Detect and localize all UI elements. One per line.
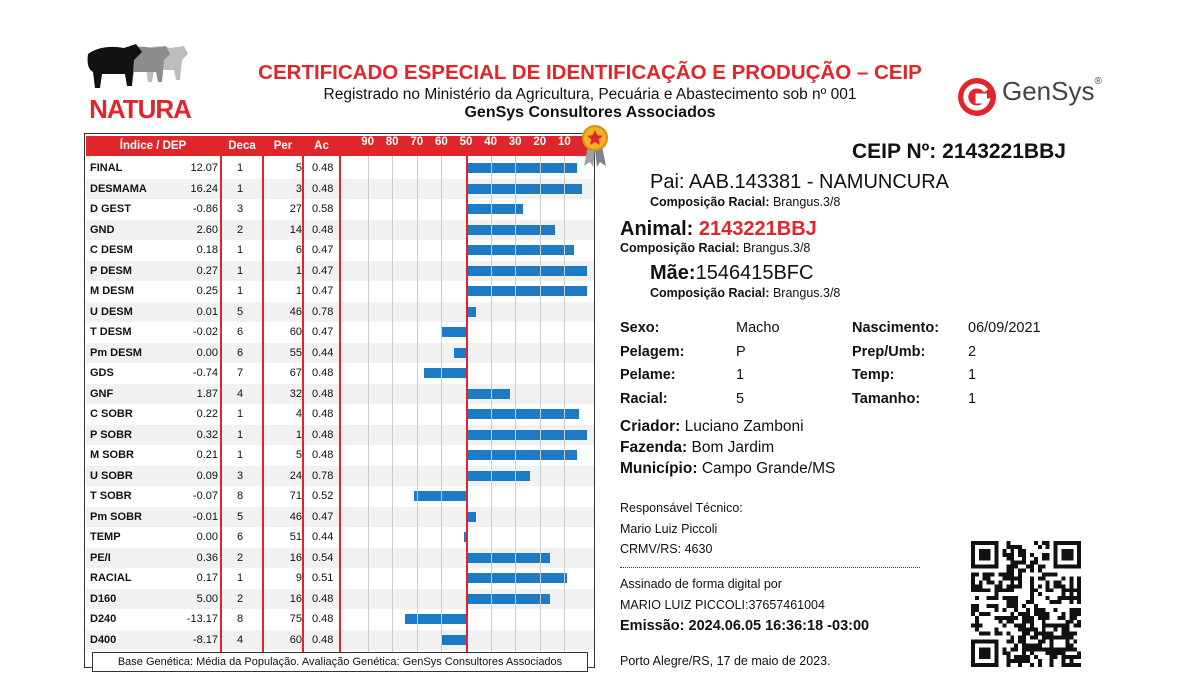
dep-value: 0.22 <box>196 408 218 420</box>
dep-value: -0.74 <box>192 367 218 379</box>
responsavel-name: Mario Luiz Piccoli <box>620 522 718 536</box>
scale-tick: 10 <box>557 136 571 148</box>
dep-value: -8.17 <box>192 633 218 646</box>
dep-name: M SOBR <box>90 449 134 461</box>
dep-name: PE/I <box>90 551 111 564</box>
dep-per: 14 <box>289 223 302 236</box>
scale-gridline <box>466 156 468 656</box>
dep-bar <box>466 471 530 481</box>
dep-value: 2.60 <box>196 223 218 236</box>
attr-value: 06/09/2021 <box>968 320 1041 336</box>
dep-value: 0.17 <box>196 572 218 584</box>
certificate-subtitle: Registrado no Ministério da Agricultura, Pecuária e Abastecimento sob nº 001 <box>323 86 857 103</box>
dep-per: 60 <box>289 326 302 338</box>
dep-name: P DESM <box>90 264 132 277</box>
scale-tick: 20 <box>533 136 547 148</box>
dep-name: U SOBR <box>90 469 133 482</box>
header-per: Per <box>264 136 302 156</box>
dep-deca: 5 <box>236 510 244 523</box>
attr-value: 1 <box>736 367 745 383</box>
attr-value: 1 <box>968 390 977 407</box>
dep-deca: 8 <box>236 613 244 625</box>
dep-ac: 0.48 <box>312 613 334 625</box>
scale-tick: 40 <box>484 136 497 148</box>
attr-label: Nascimento: <box>852 320 940 336</box>
dep-name: D160 <box>90 592 117 605</box>
dep-deca: 2 <box>236 223 244 236</box>
assinatura-line1: Assinado de forma digital por <box>620 577 782 591</box>
attr-label: Sexo: <box>620 320 660 336</box>
animal-composicao: Composição Racial: Brangus.3/8 <box>620 241 811 255</box>
dep-per: 6 <box>295 244 302 256</box>
column-divider <box>302 136 304 656</box>
attr-label: Pelagem: <box>620 343 685 360</box>
dep-bar <box>441 327 466 337</box>
certificate-title: CERTIFICADO ESPECIAL DE IDENTIFICAÇÃO E PRODUÇÃO – CEIP <box>258 61 922 84</box>
scale-gridline <box>491 156 492 656</box>
dep-deca: 7 <box>236 367 244 379</box>
dep-deca: 5 <box>236 305 244 318</box>
criador-line: Criador: Luciano Zamboni <box>620 418 804 435</box>
dep-per: 3 <box>295 182 302 195</box>
dep-deca: 3 <box>236 469 244 482</box>
scale-tick: 70 <box>410 136 424 148</box>
local-date: Porto Alegre/RS, 17 de maio de 2023. <box>620 654 831 668</box>
dep-bar <box>414 491 466 501</box>
dep-value: 0.09 <box>196 469 218 482</box>
dep-value: -0.07 <box>192 490 218 502</box>
dep-name: T DESM <box>90 326 132 338</box>
certificate-company: GenSys Consultores Associados <box>464 104 716 121</box>
dep-per: 67 <box>289 367 302 379</box>
ceip-number: CEIP Nº: 2143221BBJ <box>852 140 1066 163</box>
gensys-brand-text: GenSys® <box>1002 76 1102 106</box>
scale-tick: 90 <box>361 136 374 148</box>
dep-bar <box>466 389 510 399</box>
dep-value: 0.18 <box>196 244 218 256</box>
attr-label: Pelame: <box>620 367 676 383</box>
dep-deca: 1 <box>236 162 244 174</box>
dep-ac: 0.48 <box>312 223 334 236</box>
dep-name: RACIAL <box>90 572 132 584</box>
responsavel-title: Responsável Técnico: <box>620 501 743 515</box>
dep-deca: 1 <box>236 428 244 441</box>
dep-name: GDS <box>90 367 114 379</box>
scale-gridline <box>515 156 516 656</box>
header-scale <box>341 136 594 156</box>
scale-gridline <box>417 156 418 656</box>
dep-per: 60 <box>289 633 302 646</box>
pai-composicao: Composição Racial: Brangus.3/8 <box>650 195 841 209</box>
attr-value: 5 <box>736 390 745 407</box>
dep-per: 27 <box>289 203 302 215</box>
scale-tick: 50 <box>459 136 473 148</box>
fazenda-line: Fazenda: Bom Jardim <box>620 439 775 456</box>
dep-deca: 6 <box>236 346 244 359</box>
dep-deca: 3 <box>236 203 244 215</box>
animal-line: Animal: 2143221BBJ <box>620 218 817 240</box>
dep-per: 46 <box>289 305 302 318</box>
dep-deca: 1 <box>236 244 244 256</box>
dep-per: 32 <box>289 387 302 400</box>
dep-bar <box>466 245 574 255</box>
dep-deca: 6 <box>236 326 244 338</box>
scale-gridline <box>392 156 393 656</box>
dep-value: -0.02 <box>192 326 218 338</box>
dep-value: 12.07 <box>190 162 218 174</box>
dep-bar <box>466 573 567 583</box>
dep-deca: 1 <box>236 408 244 420</box>
dep-bar <box>466 225 555 235</box>
attr-value: 2 <box>968 343 977 360</box>
scale-gridline <box>368 156 369 656</box>
dep-ac: 0.58 <box>312 203 334 215</box>
dep-bar <box>466 450 577 460</box>
dep-ac: 0.48 <box>312 449 334 461</box>
dep-per: 5 <box>295 449 302 461</box>
dep-per: 16 <box>289 592 302 605</box>
dep-name: D GEST <box>90 203 131 215</box>
dep-value: 0.25 <box>196 285 218 297</box>
dep-ac: 0.48 <box>312 182 334 195</box>
dep-name: TEMP <box>90 531 121 543</box>
attr-label: Temp: <box>852 367 895 383</box>
dep-bar <box>466 553 550 563</box>
dep-ac: 0.52 <box>312 490 334 502</box>
dep-per: 55 <box>289 346 302 359</box>
scale-gridline <box>564 156 565 656</box>
header-indice: Índice / DEP <box>86 136 220 156</box>
dep-name: M DESM <box>90 285 134 297</box>
header-deca: Deca <box>222 136 262 156</box>
dep-name: D240 <box>90 613 117 625</box>
dep-deca: 1 <box>236 285 244 297</box>
medal-icon <box>580 124 610 168</box>
dep-per: 9 <box>295 572 302 584</box>
dep-ac: 0.47 <box>312 244 334 256</box>
dep-value: 0.27 <box>196 264 218 277</box>
dep-value: 0.21 <box>196 449 218 461</box>
dep-deca: 2 <box>236 592 244 605</box>
dep-name: GNF <box>90 387 114 400</box>
attr-value: 1 <box>968 367 977 383</box>
dep-name: P SOBR <box>90 428 132 441</box>
dep-value: 0.36 <box>196 551 218 564</box>
dep-ac: 0.47 <box>312 285 334 297</box>
dep-bar <box>454 348 466 358</box>
dep-bar <box>466 430 587 440</box>
dep-value: 0.01 <box>196 305 218 318</box>
dep-deca: 1 <box>236 264 244 277</box>
dep-value: -0.86 <box>192 203 218 215</box>
dep-per: 1 <box>295 428 302 441</box>
attr-label: Tamanho: <box>852 390 921 407</box>
dep-ac: 0.54 <box>312 551 334 564</box>
dep-ac: 0.48 <box>312 408 334 420</box>
qr-code-icon <box>970 541 1082 667</box>
dep-deca: 1 <box>236 449 244 461</box>
municipio-line: Município: Campo Grande/MS <box>620 460 836 477</box>
attr-value: P <box>736 343 746 360</box>
dep-ac: 0.48 <box>312 367 334 379</box>
attr-value: Macho <box>736 320 780 336</box>
dep-bar <box>466 594 550 604</box>
dep-name: C SOBR <box>90 408 133 420</box>
dep-name: Pm DESM <box>90 346 142 359</box>
dep-per: 71 <box>289 490 302 502</box>
dep-ac: 0.48 <box>312 162 334 174</box>
dep-value: -0.01 <box>192 510 218 523</box>
dep-per: 75 <box>289 613 302 625</box>
column-divider <box>220 136 222 656</box>
emissao-line: Emissão: 2024.06.05 16:36:18 -03:00 <box>620 618 870 634</box>
dep-value: -13.17 <box>186 613 218 625</box>
gensys-logo-icon <box>956 76 998 118</box>
pai-line: Pai: AAB.143381 - NAMUNCURA <box>650 171 950 193</box>
dep-deca: 4 <box>236 387 244 400</box>
dep-bar <box>466 409 579 419</box>
scale-tick: 30 <box>508 136 522 148</box>
signature-divider <box>620 567 920 568</box>
attr-label: Racial: <box>620 390 668 407</box>
scale-gridline <box>441 156 442 656</box>
dep-bar <box>466 204 523 214</box>
dep-per: 51 <box>289 531 302 543</box>
base-genetica-note: Base Genética: Média da População. Avaliação Genética: GenSys Consultores Associados <box>92 652 588 672</box>
dep-per: 5 <box>295 162 302 174</box>
dep-value: 16.24 <box>190 182 218 195</box>
scale-tick: 80 <box>385 136 399 148</box>
natura-brand-text: NATURA <box>89 94 191 124</box>
dep-ac: 0.47 <box>312 264 334 277</box>
dep-name: D400 <box>90 633 117 646</box>
dep-ac: 0.44 <box>312 346 334 359</box>
dep-bar <box>405 614 467 624</box>
assinatura-line2: MARIO LUIZ PICCOLI:37657461004 <box>620 598 825 612</box>
dep-per: 16 <box>289 551 302 564</box>
dep-value: 0.32 <box>196 428 218 441</box>
scale-tick: 60 <box>434 136 448 148</box>
dep-per: 1 <box>295 285 302 297</box>
dep-deca: 1 <box>236 572 244 584</box>
dep-name: U DESM <box>90 305 133 318</box>
mae-composicao: Composição Racial: Brangus.3/8 <box>650 286 841 300</box>
dep-name: T SOBR <box>90 490 132 502</box>
dep-ac: 0.47 <box>312 326 334 338</box>
dep-bar <box>466 163 577 173</box>
dep-ac: 0.48 <box>312 633 334 646</box>
dep-ac: 0.48 <box>312 428 334 441</box>
dep-per: 4 <box>295 408 302 420</box>
column-divider <box>262 136 264 656</box>
dep-bar <box>466 266 587 276</box>
dep-value: 1.87 <box>196 387 218 400</box>
dep-ac: 0.78 <box>312 469 334 482</box>
dep-ac: 0.44 <box>312 531 334 543</box>
dep-deca: 8 <box>236 490 244 502</box>
dep-deca: 4 <box>236 633 244 646</box>
dep-per: 1 <box>295 264 302 277</box>
dep-deca: 6 <box>236 531 244 543</box>
scale-gridline <box>540 156 541 656</box>
responsavel-crmv: CRMV/RS: 4630 <box>620 542 713 556</box>
dep-ac: 0.51 <box>312 572 334 584</box>
dep-bar <box>424 368 466 378</box>
dep-bar <box>441 635 466 645</box>
dep-per: 46 <box>289 510 302 523</box>
dep-deca: 1 <box>236 182 244 195</box>
dep-name: FINAL <box>90 162 123 174</box>
dep-name: Pm SOBR <box>90 510 142 523</box>
dep-name: GND <box>90 223 115 236</box>
dep-ac: 0.48 <box>312 592 334 605</box>
registered-mark: ® <box>1094 76 1102 87</box>
dep-name: C DESM <box>90 244 133 256</box>
dep-bar <box>466 286 587 296</box>
dep-name: DESMAMA <box>90 182 147 195</box>
dep-value: 5.00 <box>196 592 218 605</box>
header-ac: Ac <box>304 136 339 156</box>
attr-label: Prep/Umb: <box>852 343 926 360</box>
dep-deca: 2 <box>236 551 244 564</box>
dep-ac: 0.48 <box>312 387 334 400</box>
dep-value: 0.00 <box>196 346 218 359</box>
dep-ac: 0.78 <box>312 305 334 318</box>
mae-line: Mãe:1546415BFC <box>650 262 814 284</box>
dep-value: 0.00 <box>196 531 218 543</box>
column-divider <box>339 136 341 656</box>
dep-ac: 0.47 <box>312 510 334 523</box>
dep-per: 24 <box>289 469 302 482</box>
